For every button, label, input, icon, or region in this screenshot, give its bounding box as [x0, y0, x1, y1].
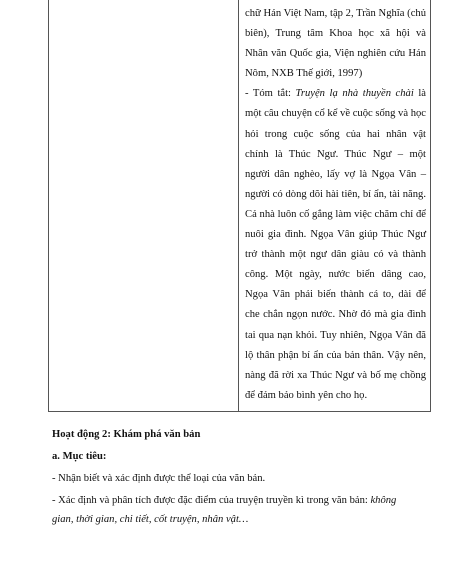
content-table	[48, 0, 431, 412]
column-divider	[238, 0, 239, 411]
story-title: Truyện lạ nhà thuyền chài	[295, 88, 414, 100]
section-subheading: a. Mục tiêu:	[52, 451, 107, 462]
objective-item: - Xác định và phân tích được đặc điểm của truyện truyền kì trong văn bản: không gian, thời gian, chi tiết, cốt truyện, nhân vật…	[52, 495, 397, 525]
activity-section	[52, 424, 412, 529]
section-heading: Hoạt động 2: Khám phá văn bản	[52, 429, 201, 440]
reference-text: chữ Hán Việt Nam, tập 2, Trần Nghĩa (chủ biên), Trung tâm Khoa học xã hội và Nhân văn Quốc gia, Viện nghiên cứu Hán Nôm, NXB Thế giới, 1997)	[245, 8, 426, 80]
summary-label: - Tóm tắt:	[245, 88, 296, 100]
objective-item: - Nhận biết và xác định được thể loại của văn bản.	[52, 473, 266, 484]
summary-paragraph	[245, 84, 426, 406]
summary-body: là một câu chuyện cổ kể về cuộc sống và học hỏi trong cuộc sống của hai nhân vật chính là Thúc Ngư. Thúc Ngư – một người dân nghèo, lấy vợ là Ngọa Vân – người có dòng dõi hài tiên, bí ẩn, tài năng. Cả nhà luôn cố gắng làm việc chăm chỉ để nuôi gia đình. Ngọa Vân giúp Thúc Ngư trở thành một ngư dân giàu có và thành công. Một ngày, nước biển dâng cao, Ngọa Vân phải biến thành cá to, dài để che chắn ngọn nước. Nhờ đó mà gia đình tai qua nạn khỏi. Tuy nhiên, Ngọa Vân đã lộ thân phận bí ẩn của bản thân. Vậy nên, nàng đã rời xa Thúc Ngư và bố mẹ chồng để đảm bảo bình yên cho họ.	[245, 88, 426, 401]
table-cell-summary	[245, 4, 426, 406]
